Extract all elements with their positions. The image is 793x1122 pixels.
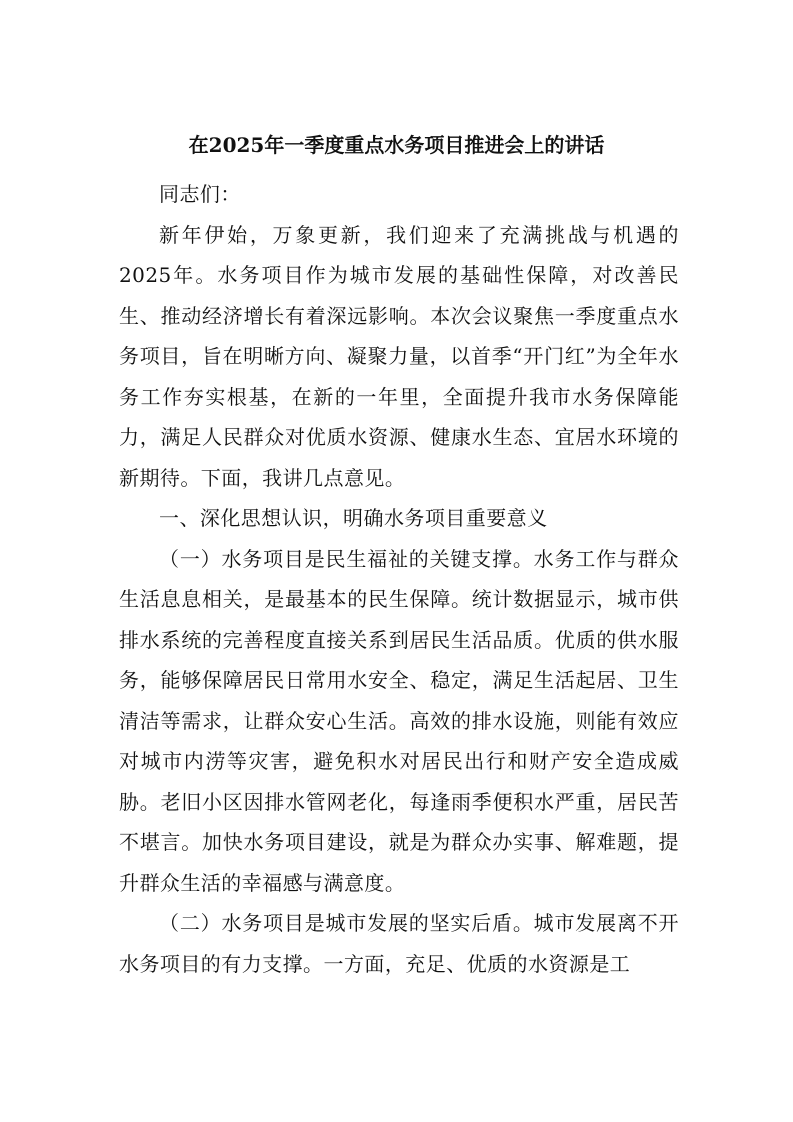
paragraph-subsection-2: （二）水务项目是城市发展的坚实后盾。城市发展离不开水务项目的有力支撑。一方面，充足、优质的水资源是工 [119, 911, 679, 976]
document-body [119, 170, 679, 984]
paragraph-intro: 新年伊始，万象更新，我们迎来了充满挑战与机遇的2025年。水务项目作为城市发展的基础性保障，对改善民生、推动经济增长有着深远影响。本次会议聚焦一季度重点水务项目，旨在明晰方向、凝聚力量，以首季“开门红”为全年水务工作夯实根基，在新的一年里，全面提升我市水务保障能力，满足人民群众对优质水资源、健康水生态、宜居水环境的新期待。下面，我讲几点意见。 [119, 222, 679, 490]
section-heading-1: 一、深化思想认识，明确水务项目重要意义 [159, 506, 548, 530]
document-title: 在2025年一季度重点水务项目推进会上的讲话 [188, 133, 605, 157]
salutation: 同志们： [159, 182, 241, 206]
paragraph-subsection-1: （一）水务项目是民生福祉的关键支撑。水务工作与群众生活息息相关，是最基本的民生保障。统计数据显示，城市供排水系统的完善程度直接关系到居民生活品质。优质的供水服务，能够保障居民日常用水安全、稳定，满足生活起居、卫生清洁等需求，让群众安心生活。高效的排水设施，则能有效应对城市内涝等灾害，避免积水对居民出行和财产安全造成威胁。老旧小区因排水管网老化，每逢雨季便积水严重，居民苦不堪言。加快水务项目建设，就是为群众办实事、解难题，提升群众生活的幸福感与满意度。 [119, 546, 679, 895]
